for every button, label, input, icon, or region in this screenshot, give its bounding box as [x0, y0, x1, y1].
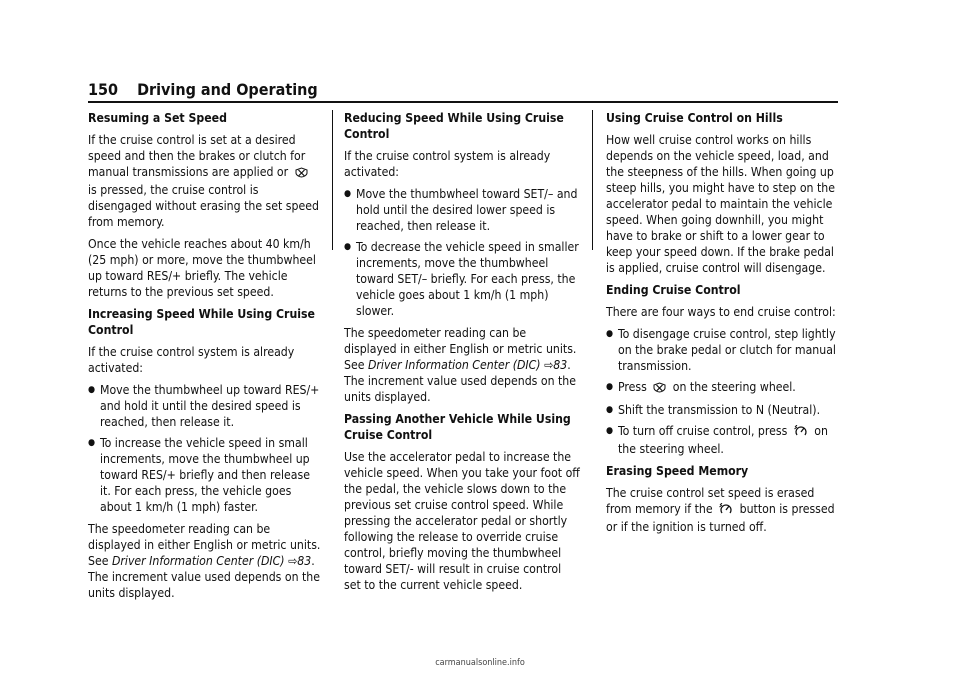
resume-paragraph-2: Once the vehicle reaches about 40 km/h (25 mph) or more, move the thumbwheel up toward RES/+ briefly. The vehicle returns to the previous set speed. — [88, 237, 316, 299]
column-3 — [606, 110, 838, 541]
dic-page-link-2[interactable]: 83 — [553, 358, 568, 372]
steering-text: on the steering wheel. — [672, 380, 796, 394]
increase-heading: Increasing Speed While Using Cruise Control — [88, 307, 315, 337]
section-title: Driving and Operating — [137, 80, 318, 99]
passing-heading: Passing Another Vehicle While Using Cruise Control — [344, 412, 571, 442]
cruise-control-icon — [794, 425, 808, 441]
page-header — [88, 82, 318, 98]
resume-p1-text-a: If the cruise control is set at a desired speed and then the brakes or clutch for manual transmissions are applied or — [88, 133, 306, 179]
speedo-text-b: The increment value used depends on the units displayed. — [88, 570, 320, 600]
resume-heading: Resuming a Set Speed — [88, 111, 227, 125]
reduce-heading: Reducing Speed While Using Cruise Control — [344, 111, 564, 141]
steering-text-2: on the steering wheel. — [618, 424, 828, 456]
cancel-icon — [295, 166, 308, 182]
list-item — [606, 379, 838, 397]
resume-p1-text-b: is pressed, the cruise control is disengaged without erasing the set speed from memory. — [88, 183, 319, 229]
ending-list — [606, 326, 838, 457]
page-ref-icon: ⇨ — [544, 358, 554, 372]
hills-paragraph: How well cruise control works on hills depends on the vehicle speed, load, and the steepness of the hills. When going up steep hills, you might have to step on the accelerator pedal to maintain the vehicle speed. When going downhill, you might have to brake or shift to a lower gear to keep your speed down. If the brake pedal is applied, cruise control will disengage. — [606, 133, 835, 275]
turn-off-text: To turn off cruise control, press — [618, 424, 788, 438]
dic-reference-link-2[interactable]: Driver Information Center (DIC) — [367, 358, 541, 372]
speedo-text-a: The speedometer reading can be displayed in either English or metric units. See — [88, 522, 321, 568]
ending-heading: Ending Cruise Control — [606, 283, 741, 297]
list-item: ● To decrease the vehicle speed in smaller increments, move the thumbwheel toward SET/– briefly. For each press, the vehicle goes about 1 km/h (1 mph) slower. — [344, 239, 580, 319]
list-item: ● Move the thumbwheel toward SET/– and hold until the desired lower speed is reached, then release it. — [344, 186, 580, 234]
erasing-paragraph — [606, 485, 838, 535]
list-item: ● Shift the transmission to N (Neutral). — [606, 402, 838, 418]
cancel-icon — [653, 381, 666, 397]
watermark: carmanualsonline.info — [435, 658, 525, 668]
hills-heading: Using Cruise Control on Hills — [606, 111, 783, 125]
page-ref-icon: ⇨ — [288, 554, 298, 568]
ending-intro: There are four ways to end cruise control: — [606, 305, 836, 319]
reduce-intro: If the cruise control system is already activated: — [344, 149, 551, 179]
list-item — [606, 423, 838, 457]
increase-intro: If the cruise control system is already activated: — [88, 345, 295, 375]
increase-list — [88, 382, 322, 515]
cruise-control-icon — [719, 503, 733, 519]
column-1 — [88, 110, 322, 607]
speedo2-text-b: The increment value used depends on the units displayed. — [344, 374, 576, 404]
erase-text-b: button is pressed or if the ignition is turned off. — [606, 502, 835, 534]
header-rule — [88, 101, 838, 103]
dic-reference-link[interactable]: Driver Information Center (DIC) — [111, 554, 285, 568]
reduce-list — [344, 186, 580, 319]
list-item: ● Move the thumbwheel up toward RES/+ and hold it until the desired speed is reached, then release it. — [88, 382, 322, 430]
erasing-heading: Erasing Speed Memory — [606, 464, 749, 478]
speedo2-text-a: The speedometer reading can be displayed in either English or metric units. See — [344, 326, 577, 372]
speedometer-paragraph: The speedometer reading can be displayed in either English or metric units. See Driver Information Center (DIC) ⇨83. The increment value used depends on the units displayed. — [88, 522, 321, 600]
column-divider-2 — [592, 110, 593, 250]
page-number: 150 — [88, 80, 119, 99]
list-item: ● To disengage cruise control, step lightly on the brake pedal or clutch for manual transmission. — [606, 326, 838, 374]
column-divider-1 — [332, 110, 333, 250]
resume-paragraph-1 — [88, 132, 322, 230]
list-item: ● To increase the vehicle speed in small increments, move the thumbwheel up toward RES/+ briefly and then release it. For each press, the vehicle goes about 1 km/h (1 mph) faster. — [88, 435, 322, 515]
press-text: Press — [618, 380, 647, 394]
passing-paragraph: Use the accelerator pedal to increase the vehicle speed. When you take your foot off the pedal, the vehicle slows down to the previous set cruise control speed. While pressing the accelerator pedal or shortly following the release to override cruise control, briefly moving the thumbwheel toward SET/- will result in cruise control set to the current vehicle speed. — [344, 450, 580, 592]
speedometer-paragraph-2: The speedometer reading can be displayed in either English or metric units. See Driver Information Center (DIC) ⇨83. The increment value used depends on the units displayed. — [344, 326, 577, 404]
erase-text-a: The cruise control set speed is erased from memory if the — [606, 486, 815, 516]
column-2 — [344, 110, 580, 599]
dic-page-link[interactable]: 83 — [297, 554, 312, 568]
